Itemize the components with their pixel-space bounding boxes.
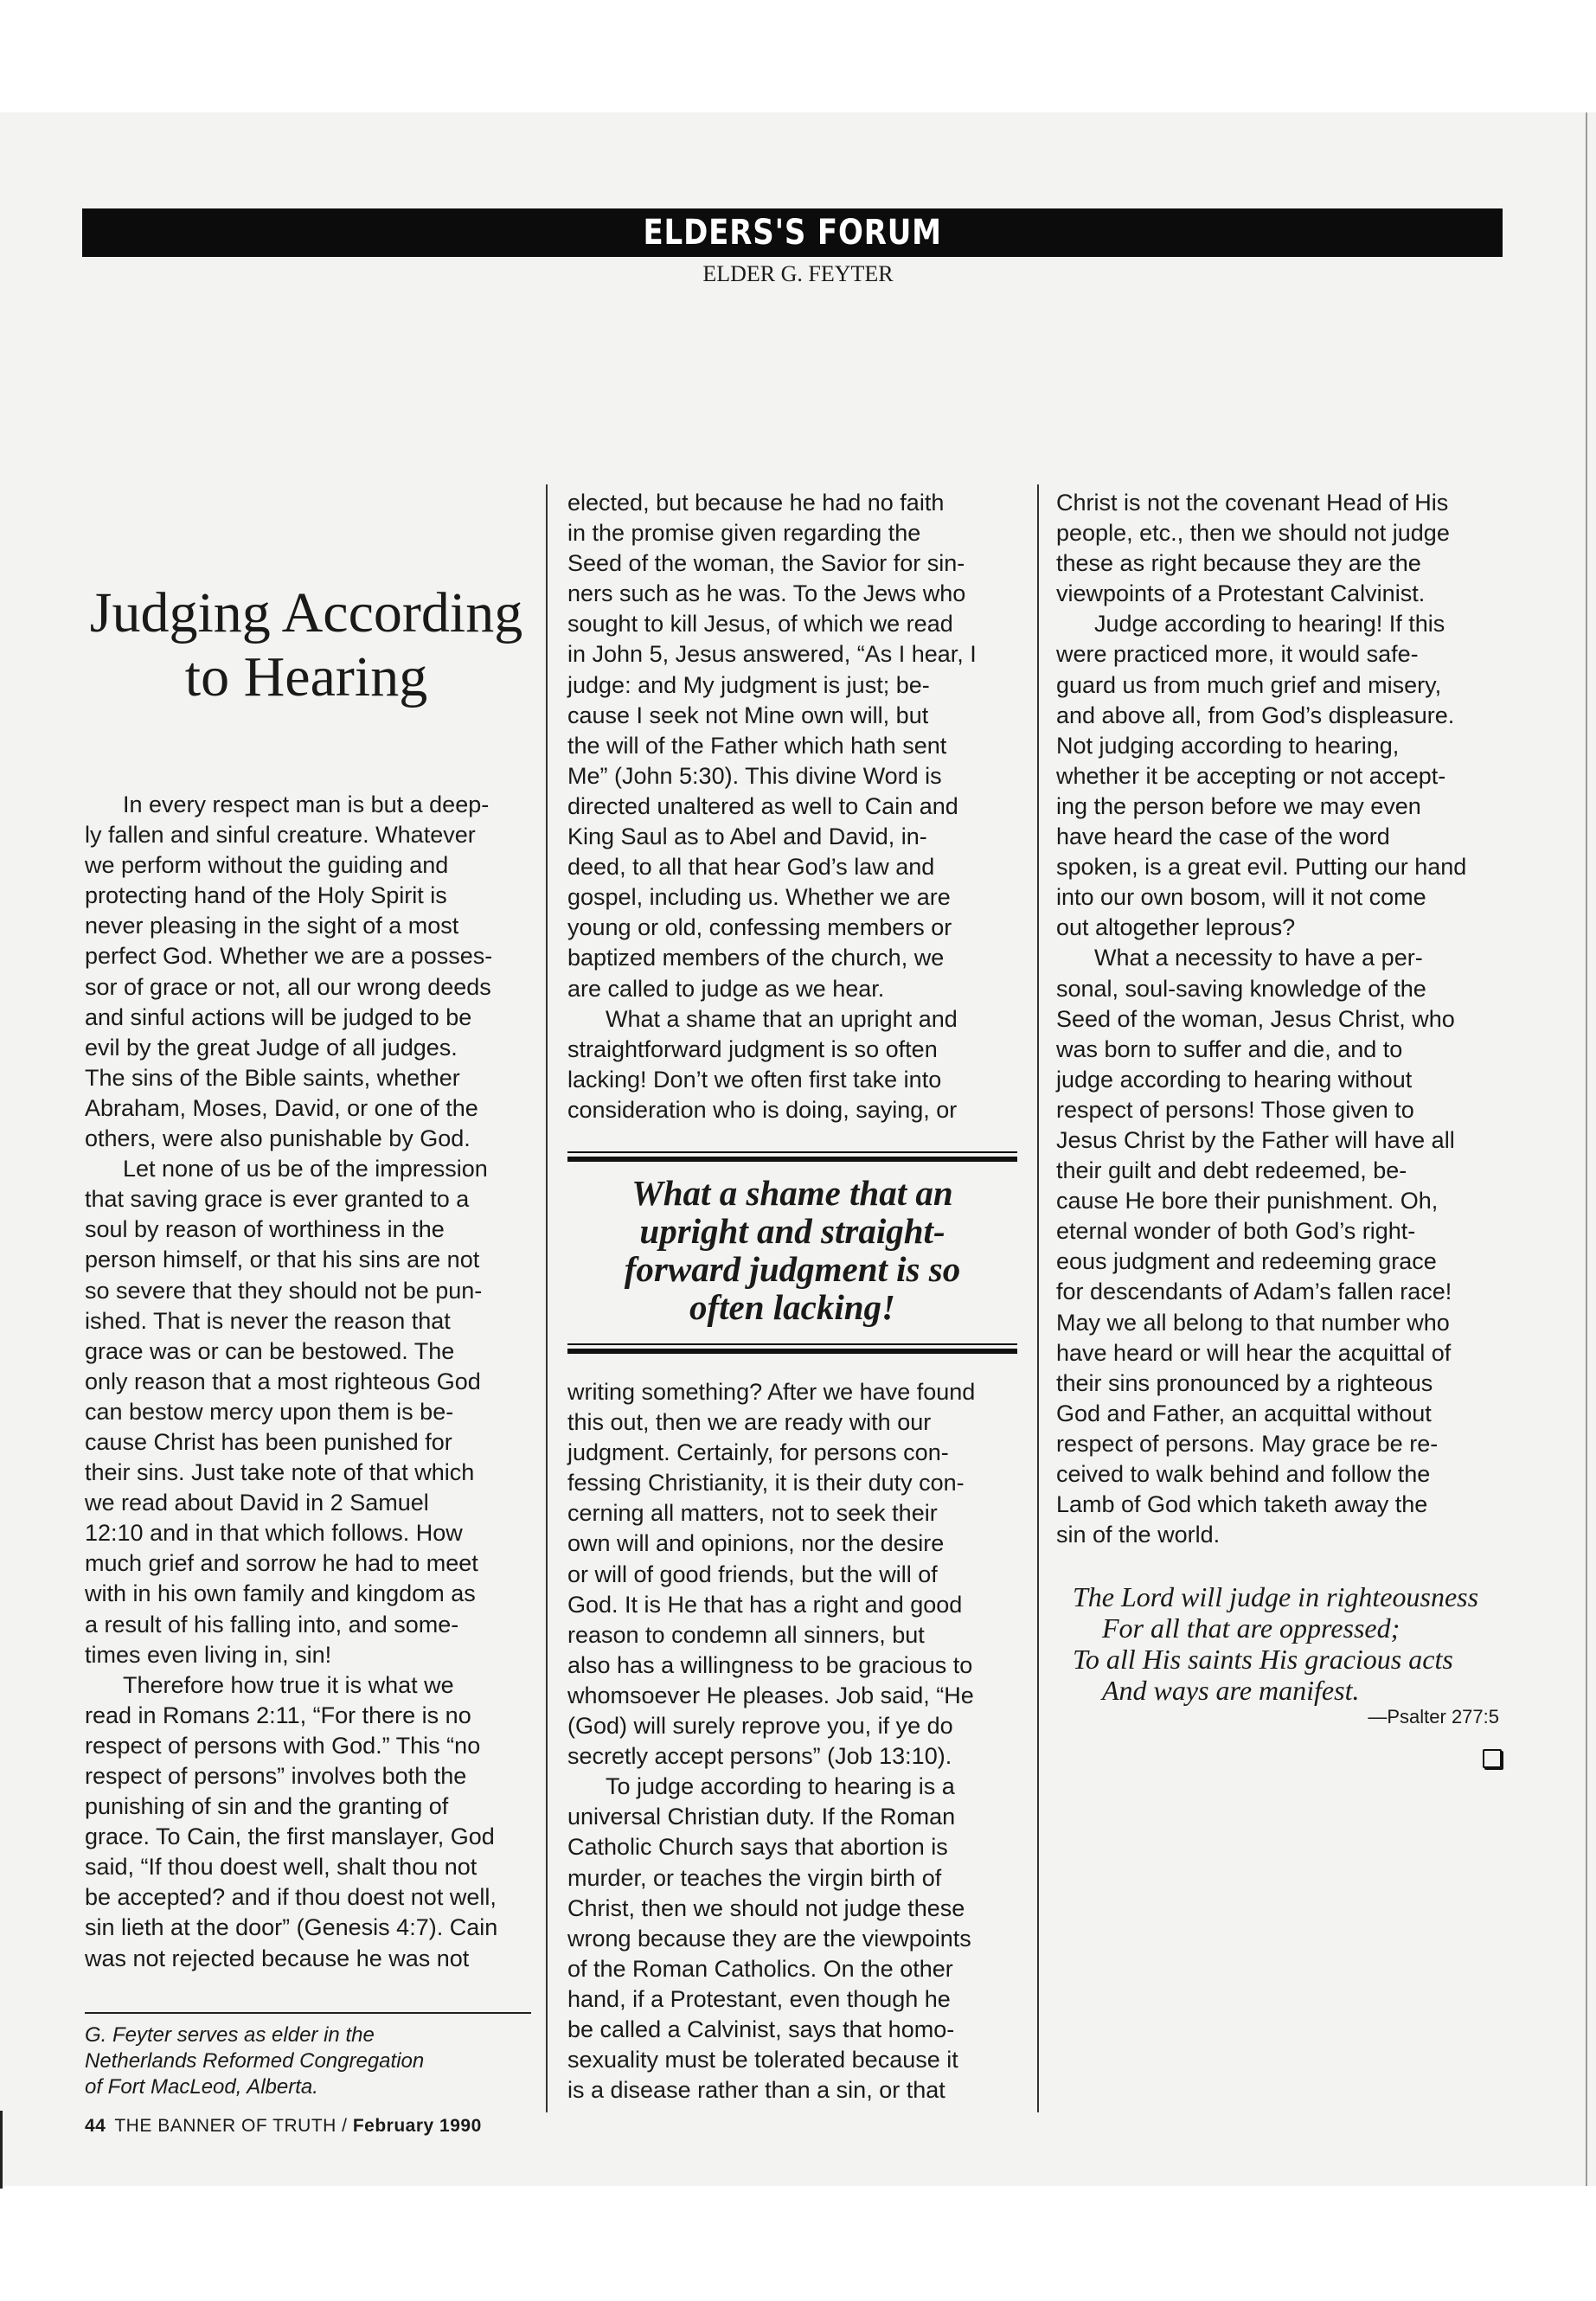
pull-quote-rule [567, 1349, 1017, 1354]
text-line: Catholic Church says that abortion is [567, 1834, 948, 1861]
text-line: Judge according to hearing! If this [1094, 611, 1445, 638]
text-line: cause He bore their punishment. Oh, [1056, 1188, 1439, 1215]
text-line: universal Christian duty. If the Roman [567, 1804, 956, 1830]
text-line: for descendants of Adam’s fallen race! [1056, 1279, 1452, 1305]
psalter-verse [1073, 1581, 1478, 1706]
text-line: fessing Christianity, it is their duty con- [567, 1470, 965, 1497]
footnote-line: of Fort MacLeod, Alberta. [85, 2075, 318, 2099]
text-line: deed, to all that hear God’s law and [567, 854, 935, 881]
scan-edge [0, 2111, 3, 2189]
pull-quote-line: forward judgment is so [624, 1249, 961, 1289]
issue-date: February 1990 [352, 2116, 482, 2136]
text-line: respect of persons” involves both the [85, 1763, 467, 1789]
text-line: grace was or can be bestowed. The [85, 1337, 455, 1364]
text-line: What a necessity to have a per- [1094, 945, 1423, 971]
section-banner [82, 208, 1503, 257]
text-line: also has a willingness to be gracious to [567, 1651, 973, 1678]
text-line: we perform without the guiding and [85, 852, 449, 879]
text-line: guard us from much grief and misery, [1056, 671, 1442, 698]
text-line: sin of the world. [1056, 1522, 1221, 1548]
text-line: King Saul as to Abel and David, in- [567, 824, 927, 850]
text-line: God and Father, an acquittal without [1056, 1400, 1432, 1426]
text-line: ceived to walk behind and follow the [1056, 1461, 1431, 1487]
text-line: the will of the Father which hath sent [567, 732, 947, 759]
column-divider [1037, 484, 1039, 2112]
text-line: cause Christ has been punished for [85, 1428, 452, 1455]
text-line: perfect God. Whether we are a posses- [85, 943, 493, 970]
text-line: cause I seek not Mine own will, but [567, 702, 929, 728]
verse-line: And ways are manifest. [1102, 1675, 1360, 1706]
pull-quote-rule [567, 1157, 1017, 1162]
text-line: consideration who is doing, saying, or [567, 1096, 958, 1123]
column-1-text [85, 790, 497, 1974]
text-line: Me” (John 5:30). This divine Word is [567, 762, 942, 789]
column-2-text-bottom [567, 1377, 975, 2106]
text-line: sexuality must be tolerated because it [567, 2047, 958, 2073]
text-line: baptized members of the church, we [567, 945, 945, 971]
text-line: murder, or teaches the virgin birth of [567, 1864, 942, 1891]
text-line: ners such as he was. To the Jews who [567, 580, 966, 607]
text-line: Christ is not the covenant Head of His [1056, 490, 1449, 516]
text-line: straightforward judgment is so often [567, 1035, 938, 1062]
section-title: ELDERS'S FORUM [643, 213, 942, 253]
text-line: May we all belong to that number who [1056, 1309, 1450, 1336]
text-line: be called a Calvinist, says that homo- [567, 2016, 955, 2042]
text-line: their sins pronounced by a righteous [1056, 1369, 1433, 1396]
verse-line: For all that are oppressed; [1102, 1612, 1401, 1644]
text-line: wrong because they are the viewpoints [567, 1925, 971, 1952]
page-number: 44 [85, 2116, 106, 2136]
text-line: sought to kill Jesus, of which we read [567, 611, 953, 638]
text-line: 12:10 and in that which follows. How [85, 1520, 463, 1547]
text-line: people, etc., then we should not judge [1056, 520, 1450, 547]
text-line: Therefore how true it is what we [123, 1671, 454, 1698]
text-line: respect of persons with God.” This “no [85, 1732, 481, 1759]
text-line: and sinful actions will be judged to be [85, 1003, 472, 1030]
text-line: directed unaltered as well to Cain and [567, 792, 958, 819]
text-line: whether it be accepting or not accept- [1056, 762, 1446, 789]
text-line: punishing of sin and the granting of [85, 1793, 449, 1820]
text-line: never pleasing in the sight of a most [85, 913, 459, 939]
column-3-text [1056, 488, 1466, 1550]
footnote-line: G. Feyter serves as elder in the [85, 2023, 375, 2047]
text-line: hand, if a Protestant, even though he [567, 1985, 951, 2012]
text-line: in John 5, Jesus answered, “As I hear, I [567, 641, 977, 668]
text-line: writing something? After we have found [567, 1379, 976, 1405]
text-line: evil by the great Judge of all judges. [85, 1034, 458, 1061]
pull-quote-line: What a shame that an [631, 1173, 953, 1213]
text-line: a result of his falling into, and some- [85, 1611, 459, 1638]
text-line: spoken, is a great evil. Putting our hand [1056, 854, 1467, 881]
text-line: Jesus Christ by the Father will have all [1056, 1126, 1455, 1153]
verse-source: —Psalter 277:5 [1368, 1706, 1499, 1727]
text-line: judge: and My judgment is just; be- [567, 671, 930, 698]
text-line: ing the person before we may even [1056, 792, 1421, 819]
text-line: eous judgment and redeeming grace [1056, 1248, 1437, 1275]
text-line: Let none of us be of the impression [123, 1156, 488, 1183]
text-line: can bestow mercy upon them is be- [85, 1398, 454, 1425]
text-line: were practiced more, it would safe- [1056, 641, 1419, 668]
text-line: have heard or will hear the acquittal of [1056, 1339, 1452, 1366]
text-line: with in his own family and kingdom as [85, 1580, 476, 1607]
page-footer [85, 2116, 490, 2137]
pull-quote-line: upright and straight- [639, 1211, 945, 1251]
text-line: person himself, or that his sins are not [85, 1247, 480, 1273]
text-line: In every respect man is but a deep- [123, 792, 490, 817]
text-line: Not judging according to hearing, [1056, 732, 1400, 759]
text-line: judge according to hearing without [1056, 1066, 1413, 1093]
text-line: their guilt and debt redeemed, be- [1056, 1157, 1407, 1184]
footnote-line: Netherlands Reformed Congregation [85, 2049, 425, 2073]
text-line: reason to condemn all sinners, but [567, 1621, 925, 1648]
text-line: grace. To Cain, the first manslayer, God [85, 1823, 495, 1850]
text-line: gospel, including us. Whether we are [567, 884, 951, 911]
text-line: Seed of the woman, the Savior for sin- [567, 550, 965, 577]
text-line: viewpoints of a Protestant Calvinist. [1056, 580, 1426, 607]
pull-quote-rule [567, 1151, 1017, 1153]
text-line: Abraham, Moses, David, or one of the [85, 1094, 478, 1121]
text-line: have heard the case of the word [1056, 824, 1390, 850]
column-2-text-top [567, 488, 977, 1125]
text-line: read in Romans 2:11, “For there is no [85, 1702, 471, 1728]
text-line: their sins. Just take note of that which [85, 1459, 475, 1486]
text-line: soul by reason of worthiness in the [85, 1216, 445, 1243]
text-line: much grief and sorrow he had to meet [85, 1550, 478, 1577]
text-line: To judge according to hearing is a [606, 1773, 955, 1800]
text-line: or will of good friends, but the will of [567, 1561, 938, 1587]
text-line: is a disease rather than a sin, or that [567, 2077, 945, 2104]
text-line: respect of persons. May grace be re- [1056, 1430, 1439, 1457]
text-line: ished. That is never the reason that [85, 1307, 451, 1334]
text-line: so severe that they should not be pun- [85, 1277, 483, 1304]
title-line: to Hearing [184, 645, 428, 708]
pull-quote [567, 1174, 1017, 1326]
text-line: be accepted? and if thou doest not well, [85, 1884, 497, 1911]
text-line: elected, but because he had no faith [567, 490, 945, 516]
text-line: (God) will surely reprove you, if ye do [567, 1713, 953, 1740]
text-line: out altogether leprous? [1056, 914, 1296, 941]
text-line: only reason that a most righteous God [85, 1368, 481, 1394]
end-of-article-icon [1483, 1749, 1502, 1768]
verse-line: To all His saints His gracious acts [1073, 1644, 1453, 1675]
text-line: God. It is He that has a right and good [567, 1591, 963, 1618]
text-line: are called to judge as we hear. [567, 975, 885, 1002]
pull-quote-rule [567, 1343, 1017, 1345]
text-line: said, “If thou doest well, shalt thou not [85, 1854, 478, 1881]
text-line: that saving grace is ever granted to a [85, 1186, 470, 1213]
author-footnote [85, 2022, 424, 2100]
text-line: into our own bosom, will it not come [1056, 884, 1426, 911]
verse-line: The Lord will judge in righteousness [1073, 1581, 1479, 1612]
article-title [85, 581, 528, 709]
text-line: own will and opinions, nor the desire [567, 1530, 945, 1557]
text-line: respect of persons! Those given to [1056, 1096, 1414, 1123]
text-line: lacking! Don’t we often first take into [567, 1066, 942, 1093]
text-line: Seed of the woman, Jesus Christ, who [1056, 1005, 1455, 1032]
author-byline: ELDER G. FEYTER [702, 261, 894, 286]
text-line: sonal, soul-saving knowledge of the [1056, 975, 1426, 1002]
pull-quote-line: often lacking! [689, 1287, 896, 1327]
publication-name: THE BANNER OF TRUTH / [114, 2116, 348, 2136]
text-line: cerning all matters, not to seek their [567, 1500, 938, 1527]
text-line: this out, then we are ready with our [567, 1409, 932, 1436]
text-line: Christ, then we should not judge these [567, 1894, 965, 1921]
text-line: was not rejected because he was not [85, 1945, 470, 1971]
text-line: these as right because they are the [1056, 550, 1421, 577]
text-line: What a shame that an upright and [606, 1005, 958, 1032]
text-line: Lamb of God which taketh away the [1056, 1491, 1428, 1518]
text-line: sin lieth at the door” (Genesis 4:7). Cain [85, 1914, 498, 1941]
footnote-rule [85, 2012, 531, 2014]
text-line: we read about David in 2 Samuel [85, 1490, 429, 1516]
text-line: The sins of the Bible saints, whether [85, 1064, 460, 1091]
text-line: eternal wonder of both God’s right- [1056, 1218, 1416, 1245]
text-line: and above all, from God’s displeasure. [1056, 702, 1455, 728]
text-line: times even living in, sin! [85, 1641, 332, 1668]
text-line: of the Roman Catholics. On the other [567, 1955, 953, 1982]
text-line: was born to suffer and die, and to [1056, 1035, 1403, 1062]
text-line: ly fallen and sinful creature. Whatever [85, 822, 476, 849]
text-line: young or old, confessing members or [567, 914, 952, 941]
text-line: judgment. Certainly, for persons con- [567, 1439, 949, 1466]
text-line: secretly accept persons” (Job 13:10). [567, 1743, 952, 1770]
text-line: whomsoever He pleases. Job said, “He [567, 1682, 974, 1708]
title-line: Judging According [89, 581, 523, 644]
text-line: protecting hand of the Holy Spirit is [85, 882, 447, 909]
scan-edge [1586, 112, 1587, 2186]
text-line: others, were also punishable by God. [85, 1125, 471, 1152]
text-line: in the promise given regarding the [567, 520, 921, 547]
text-line: sor of grace or not, all our wrong deeds [85, 973, 491, 1000]
column-divider [546, 484, 548, 2112]
